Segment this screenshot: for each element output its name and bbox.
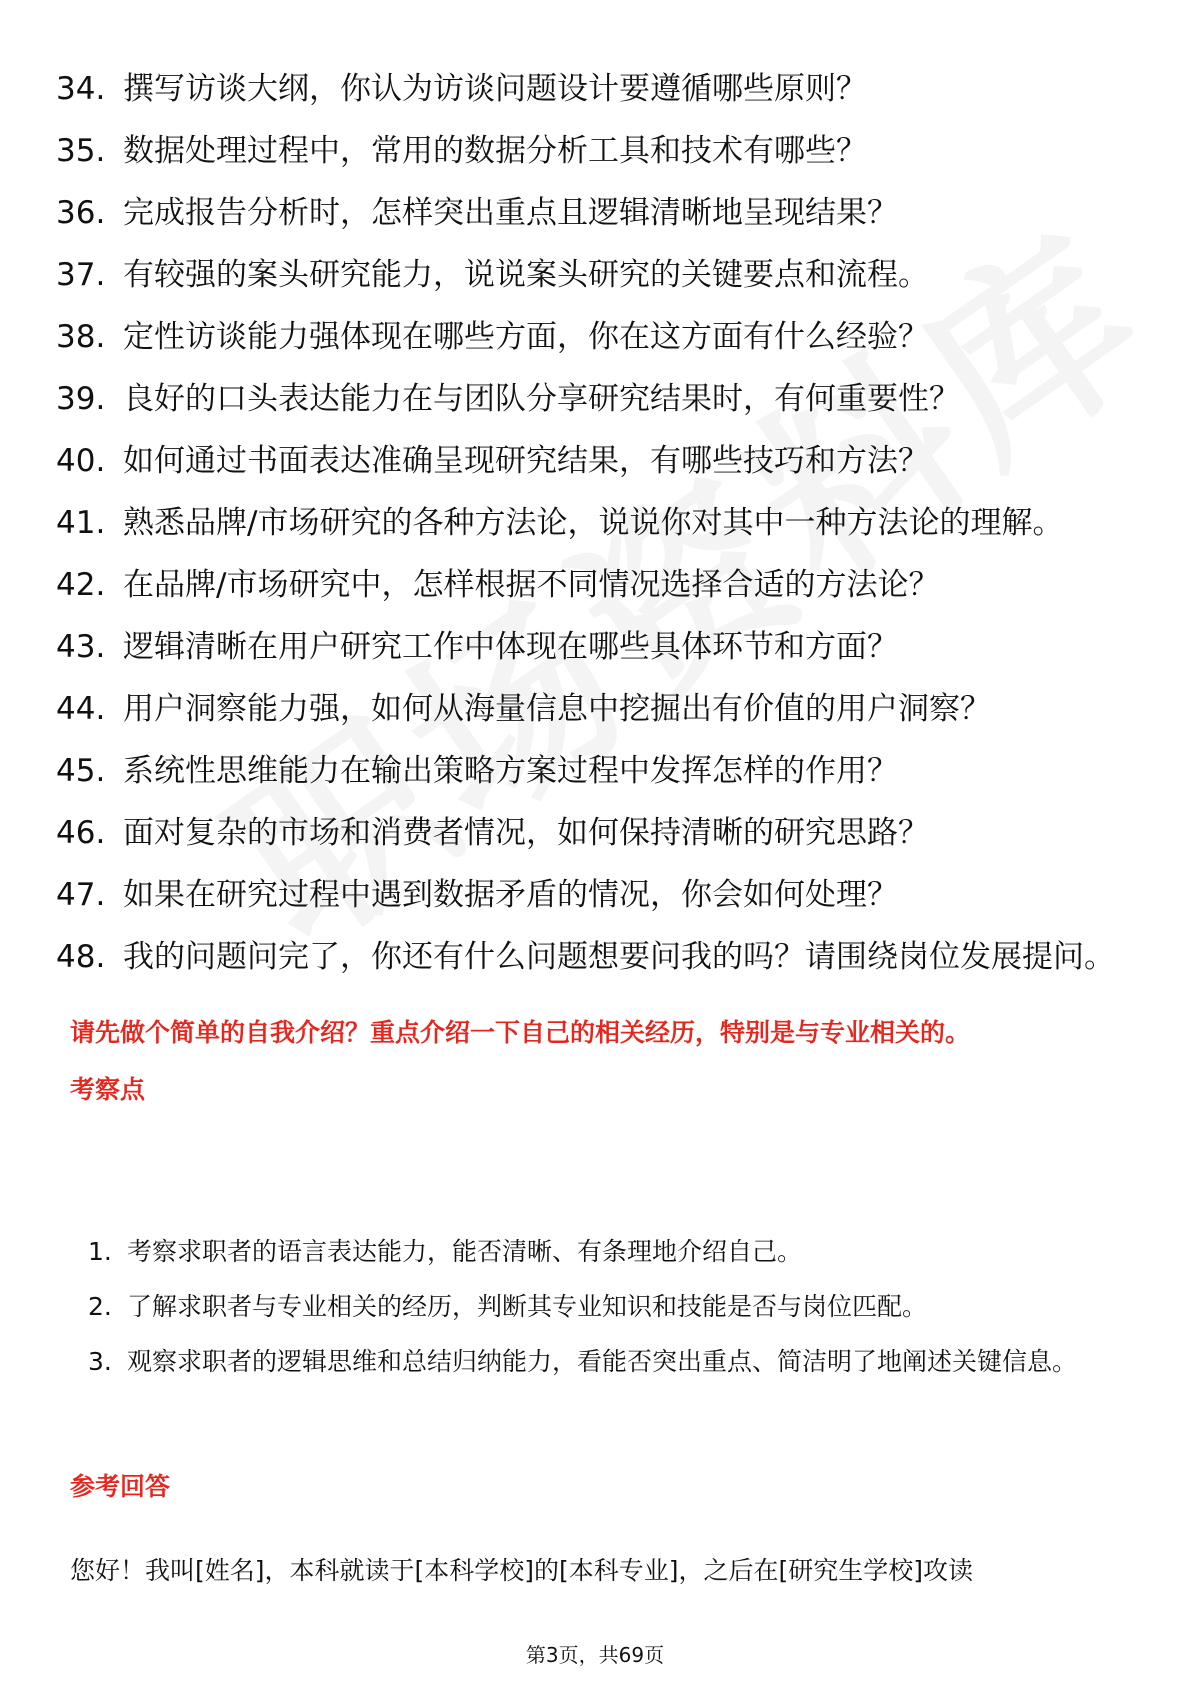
point-item xyxy=(88,1280,1118,1333)
question-item xyxy=(56,70,1136,108)
question-text: 我的问题问完了，你还有什么问题想要问我的吗？请围绕岗位发展提问。 xyxy=(123,939,1115,975)
question-number: 38. xyxy=(56,319,106,355)
question-text: 定性访谈能力强体现在哪些方面，你在这方面有什么经验？ xyxy=(123,319,929,355)
point-text: 观察求职者的逻辑思维和总结归纳能力，看能否突出重点、简洁明了地阐述关键信息。 xyxy=(127,1347,1078,1376)
question-item xyxy=(56,194,1136,232)
question-list xyxy=(56,70,1136,1000)
point-item xyxy=(88,1335,1118,1388)
question-number: 48. xyxy=(56,939,106,975)
question-number: 39. xyxy=(56,381,106,417)
question-text: 如何通过书面表达准确呈现研究结果，有哪些技巧和方法？ xyxy=(123,443,929,479)
question-item xyxy=(56,442,1136,480)
question-number: 35. xyxy=(56,133,106,169)
question-text: 有较强的案头研究能力，说说案头研究的关键要点和流程。 xyxy=(123,257,929,293)
question-number: 40. xyxy=(56,443,106,479)
point-number: 2. xyxy=(88,1292,112,1321)
question-text: 撰写访谈大纲，你认为访谈问题设计要遵循哪些原则？ xyxy=(123,71,867,107)
point-text: 了解求职者与专业相关的经历，判断其专业知识和技能是否与岗位匹配。 xyxy=(127,1292,928,1321)
question-text: 熟悉品牌/市场研究的各种方法论，说说你对其中一种方法论的理解。 xyxy=(123,505,1064,541)
question-number: 44. xyxy=(56,691,106,727)
question-item xyxy=(56,380,1136,418)
question-text: 完成报告分析时，怎样突出重点且逻辑清晰地呈现结果？ xyxy=(123,195,898,231)
answer-heading: 参考回答 xyxy=(70,1472,171,1501)
question-text: 良好的口头表达能力在与团队分享研究结果时，有何重要性？ xyxy=(123,381,960,417)
question-item xyxy=(56,566,1136,604)
point-item xyxy=(88,1225,1118,1278)
question-number: 45. xyxy=(56,753,106,789)
question-item xyxy=(56,876,1136,914)
point-number: 3. xyxy=(88,1347,112,1376)
question-item xyxy=(56,504,1136,542)
point-text: 考察求职者的语言表达能力，能否清晰、有条理地介绍自己。 xyxy=(127,1237,803,1266)
question-item xyxy=(56,938,1136,976)
question-number: 46. xyxy=(56,815,106,851)
question-text: 如果在研究过程中遇到数据矛盾的情况，你会如何处理？ xyxy=(123,877,898,913)
question-item xyxy=(56,814,1136,852)
points-list xyxy=(88,1225,1118,1390)
question-text: 用户洞察能力强，如何从海量信息中挖掘出有价值的用户洞察？ xyxy=(123,691,991,727)
section-question: 请先做个简单的自我介绍？重点介绍一下自己的相关经历，特别是与专业相关的。 xyxy=(70,1018,971,1047)
page-footer: 第3页，共69页 xyxy=(525,1643,665,1667)
question-item xyxy=(56,628,1136,666)
question-number: 34. xyxy=(56,71,106,107)
question-number: 43. xyxy=(56,629,106,665)
question-text: 在品牌/市场研究中，怎样根据不同情况选择合适的方法论？ xyxy=(123,567,940,603)
question-text: 面对复杂的市场和消费者情况，如何保持清晰的研究思路？ xyxy=(123,815,929,851)
question-item xyxy=(56,132,1136,170)
question-text: 数据处理过程中，常用的数据分析工具和技术有哪些？ xyxy=(123,133,867,169)
question-item xyxy=(56,256,1136,294)
question-item xyxy=(56,318,1136,356)
question-text: 系统性思维能力在输出策略方案过程中发挥怎样的作用？ xyxy=(123,753,898,789)
question-number: 47. xyxy=(56,877,106,913)
question-number: 41. xyxy=(56,505,106,541)
question-text: 逻辑清晰在用户研究工作中体现在哪些具体环节和方面？ xyxy=(123,629,898,665)
question-item xyxy=(56,690,1136,728)
point-number: 1. xyxy=(88,1237,112,1266)
answer-text: 您好！我叫[姓名]，本科就读于[本科学校]的[本科专业]，之后在[研究生学校]攻读 xyxy=(70,1556,974,1585)
points-heading: 考察点 xyxy=(70,1075,146,1104)
question-item xyxy=(56,752,1136,790)
question-number: 36. xyxy=(56,195,106,231)
question-number: 37. xyxy=(56,257,106,293)
question-number: 42. xyxy=(56,567,106,603)
